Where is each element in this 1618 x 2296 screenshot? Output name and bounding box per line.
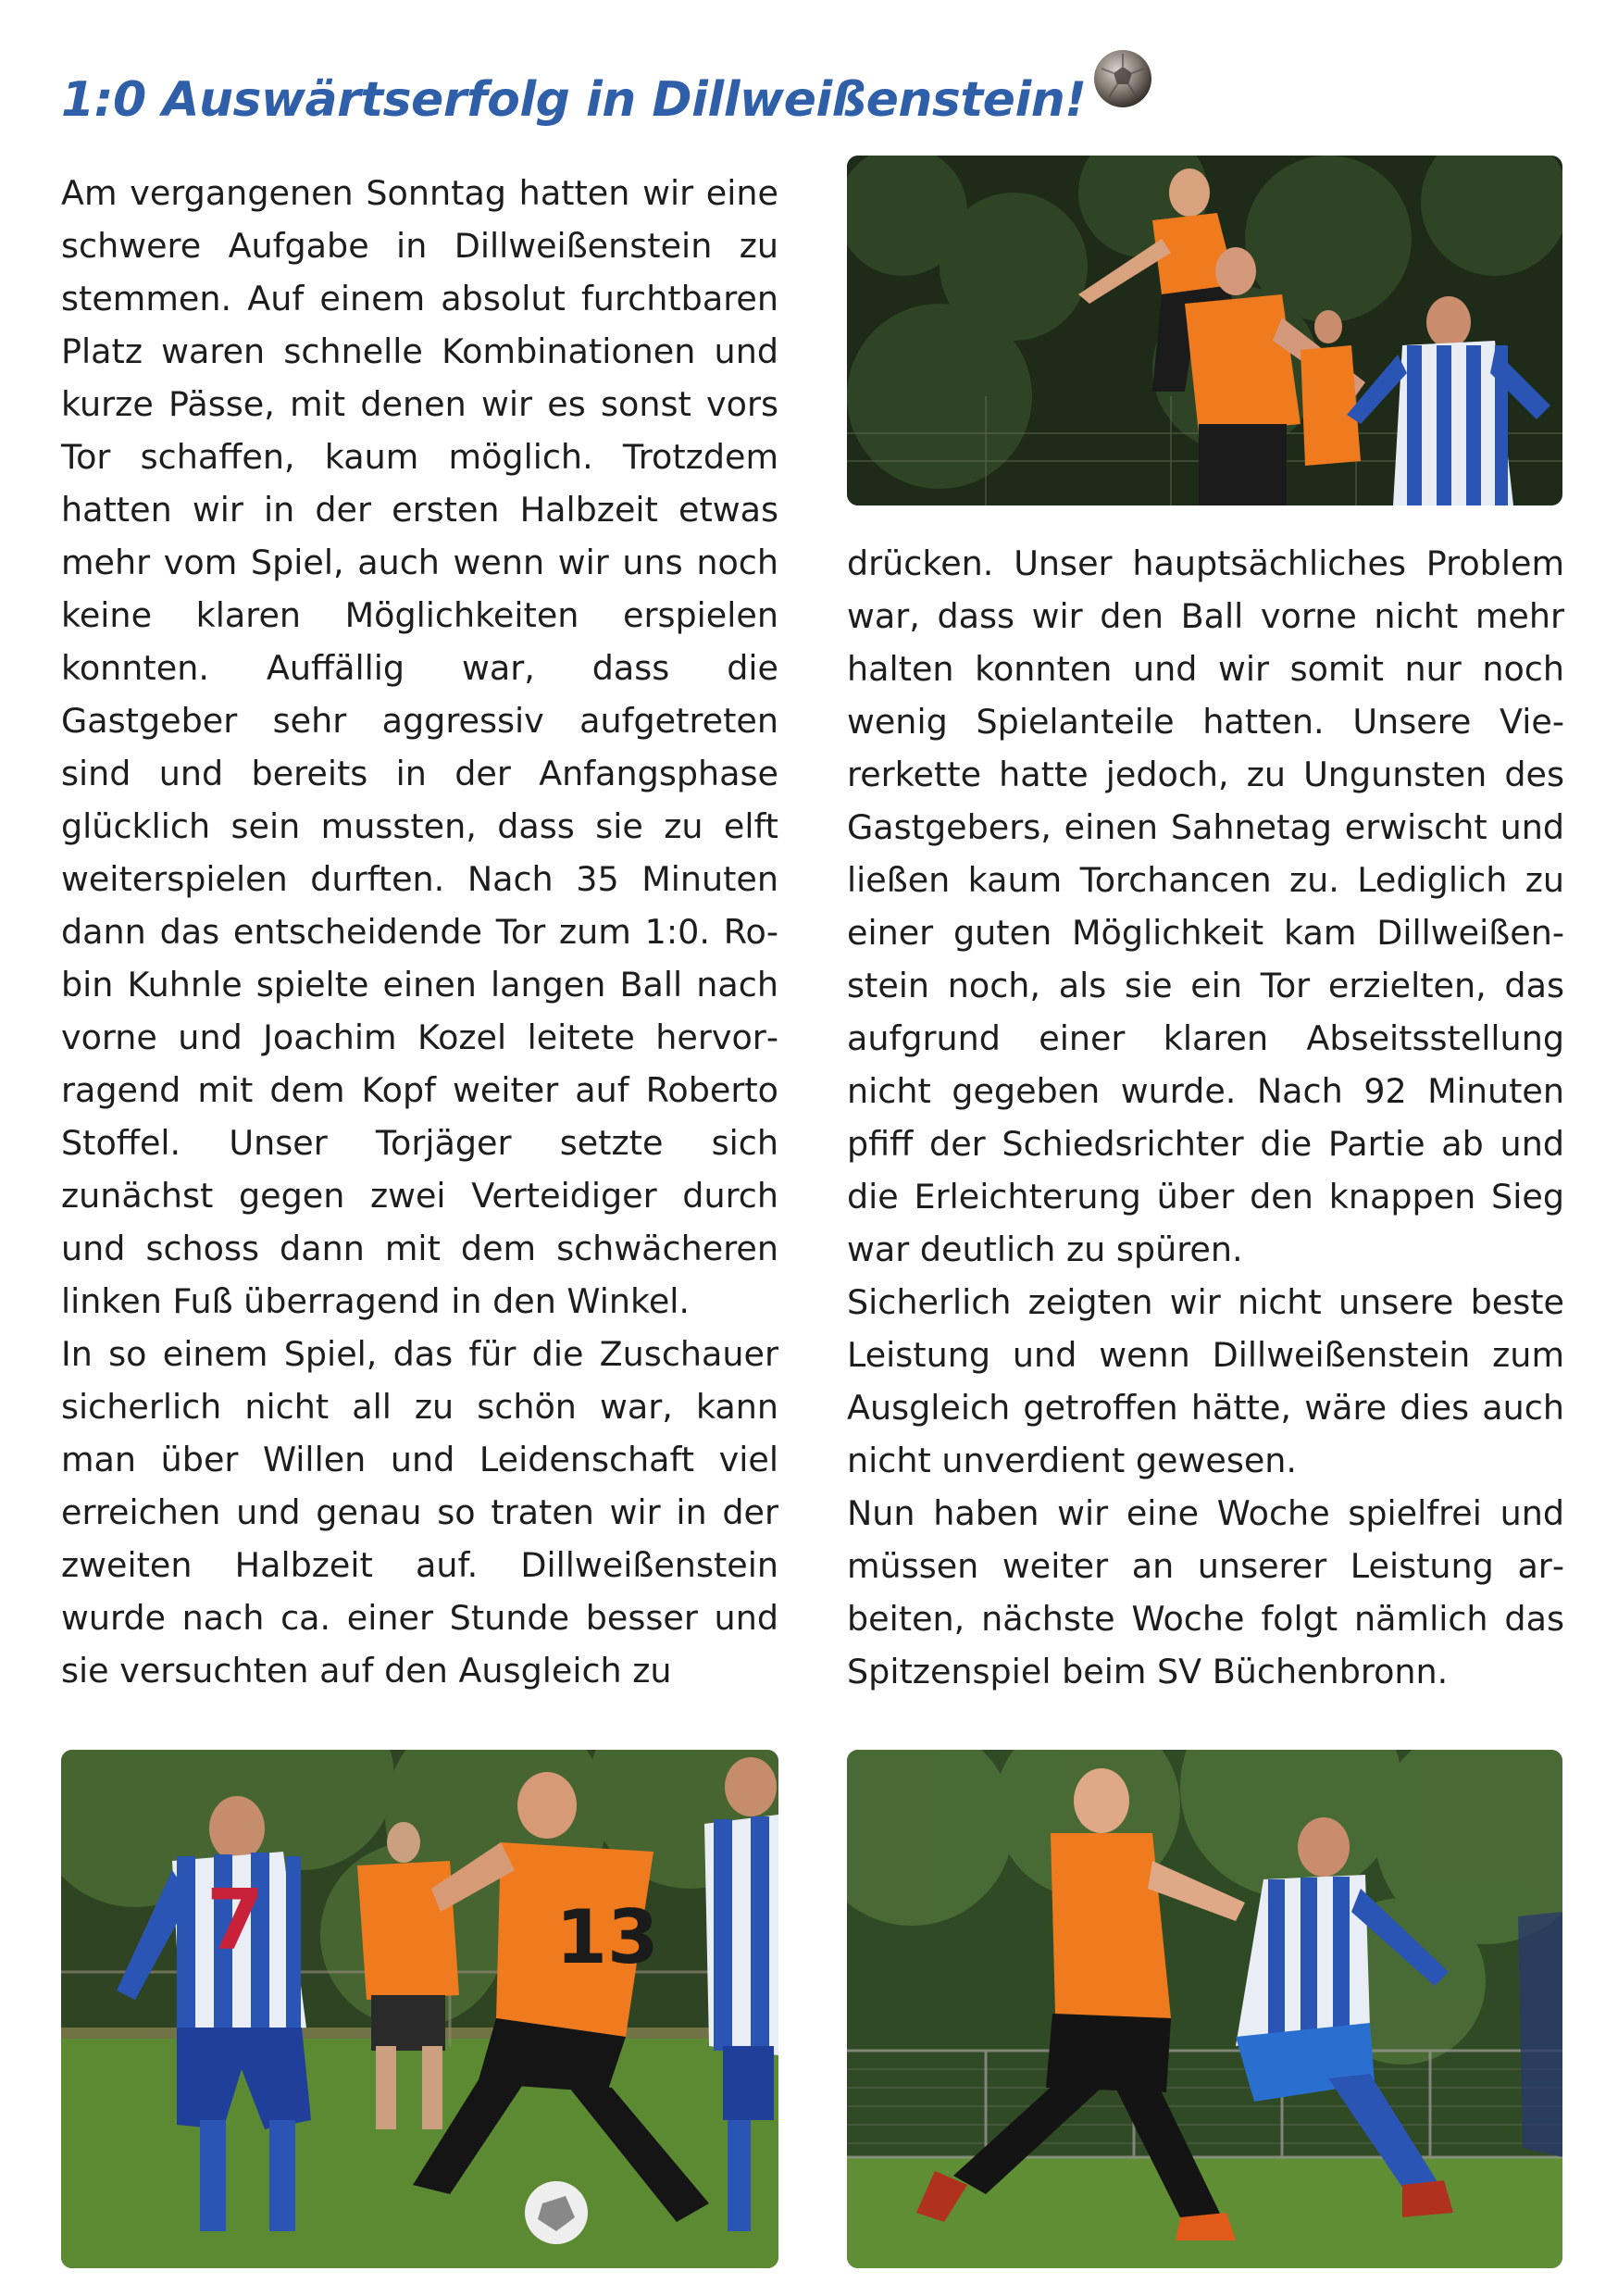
football-icon	[1090, 46, 1155, 111]
paragraph: Nun haben wir eine Woche spielfrei und müssen weiter an unserer Leistung arbeiten, nächste Woche folgt nämlich das Spitzenspiel beim SV Büchenbronn.	[847, 1493, 1564, 1691]
jersey-number: 13	[555, 1894, 659, 1980]
article-column-left	[61, 167, 778, 1697]
paragraph: Am vergangenen Sonntag hatten wir eine schwere Aufgabe in Dillweißenstein zu stemmen. Auf einem absolut furchtbaren Platz waren schnelle Kombinationen und kurze Pässe, mit denen wir es sonst vors Tor schaffen, kaum möglich. Trotzdem hatten wir in der ersten Halbzeit etwas mehr vom Spiel, auch wenn wir uns noch keine klaren Möglichkeiten erspielen konnten. Auffällig war, dass die Gastgeber sehr aggressiv aufgetreten sind und bereits in der Anfangsphase glücklich sein mussten, dass sie zu elft weiterspielen durften. Nach 35 Minuten dann das entscheidende Tor zum 1:0. Robin Kuhnle spielte einen langen Ball nach vorne und Joachim Kozel leitete hervorragend mit dem Kopf weiter auf Roberto Stoffel. Unser Torjäger setzte sich zunächst gegen zwei Verteidiger durch und schoss dann mit dem schwächeren linken Fuß überragend in den Winkel.	[61, 173, 778, 1321]
paragraph: Sicherlich zeigten wir nicht unsere beste Leistung und wenn Dillweißenstein zum Ausgleich getroffen hätte, wäre dies auch nicht unverdient gewesen.	[847, 1282, 1564, 1480]
jersey-number: 7	[205, 1872, 265, 1969]
paragraph: drücken. Unser hauptsächliches Problem war, dass wir den Ball vorne nicht mehr halten konnten und wir somit nur noch wenig Spielanteile hatten. Unsere Viererkette hatte jedoch, zu Ungunsten des Gastgebers, einen Sahnetag erwischt und ließen kaum Torchancen zu. Lediglich zu einer guten Möglichkeit kam Dillweißenstein noch, als sie ein Tor erzielten, das aufgrund einer klaren Abseitsstellung nicht gegeben wurde. Nach 92 Minuten pfiff der Schiedsrichter die Partie ab und die Erleichterung über den knappen Sieg war deutlich zu spüren.	[847, 543, 1564, 1269]
photo-chase	[847, 1750, 1562, 2268]
photo-ball-duel	[61, 1750, 778, 2268]
photo-header-duel	[847, 156, 1562, 505]
paragraph: In so einem Spiel, das für die Zuschauer sicherlich nicht all zu schön war, kann man über Willen und Leidenschaft viel erreichen und genau so traten wir in der zweiten Halbzeit auf. Dillweißenstein wurde nach ca. einer Stunde besser und sie versuchten auf den Ausgleich zu	[61, 1334, 778, 1691]
article-title: 1:0 Auswärtserfolg in Dillweißenstein!	[61, 72, 1087, 128]
article-column-right	[847, 537, 1564, 1698]
